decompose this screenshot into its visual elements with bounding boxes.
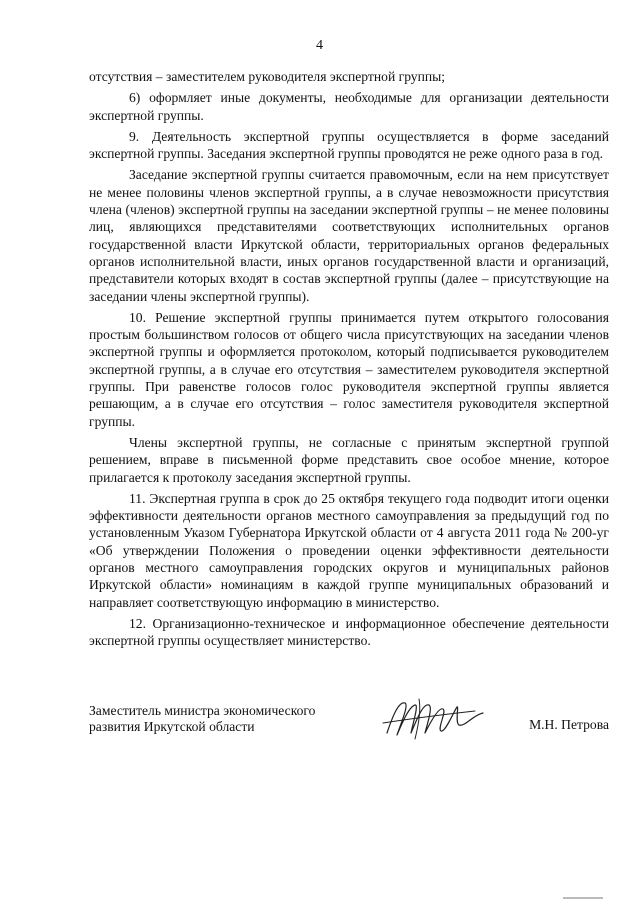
paragraph-quorum: Заседание экспертной группы считается правомочным, если на нем присутствует не менее половины членов экспертной группы, а в случае невозможности присутствия члена (членов) экспертной группы на заседании экспертной группы – не менее половины лиц, являющихся представителями соответствующих исполнительных органов государственной власти Иркутской области, территориальных органов федеральных органов исполнительной власти, иных органов государственной власти и организаций, представители которых входят в состав экспертной группы (далее – присутствующие на заседании члены экспертной группы). [89, 167, 609, 304]
paragraph-clause-9: 9. Деятельность экспертной группы осуществляется в форме заседаний экспертной группы. Заседания экспертной группы проводятся не реже одного раза в год. [89, 128, 609, 162]
paragraph-item-6: 6) оформляет иные документы, необходимые для организации деятельности экспертной группы. [89, 90, 609, 123]
paragraph-continuation: отсутствия – заместителем руководителя экспертной группы; [89, 69, 446, 84]
signature-block [89, 703, 609, 763]
paragraph-clause-10: 10. Решение экспертной группы принимается путем открытого голосования простым большинством голосов от общего числа присутствующих на заседании членов экспертной группы и оформляется протоколом, который подписывается руководителем экспертной группы, а в случае его отсутствия – заместителем руководителя экспертной группы. При равенстве голосов голос руководителя экспертной группы является решающим, а в случае его отсутствия – голос заместителя руководителя экспертной группы. [89, 309, 609, 429]
signer-name: М.Н. Петрова [529, 717, 609, 732]
paragraph-clause-12: 12. Организационно-техническое и информационное обеспечение деятельности экспертной группы осуществляет министерство. [89, 615, 609, 649]
signer-position-line-2: развития Иркутской области [89, 719, 255, 734]
paragraph-dissent: Члены экспертной группы, не согласные с принятым экспертной группой решением, вправе в письменной форме представить свое особое мнение, которое прилагается к протоколу заседания экспертной группы. [89, 434, 609, 485]
paragraph-clause-11: 11. Экспертная группа в срок до 25 октября текущего года подводит итоги оценки эффективности деятельности органов местного самоуправления за предыдущий год по установленным Указом Губернатора Иркутской области от 4 августа 2011 года № 200-уг «Об утверждении Положения о проведении оценки эффективности деятельности органов местного самоуправления городских округов и муниципальных районов Иркутской области» номинациям в каждой группе муниципальных образований и направляет соответствующую информацию в министерство. [89, 490, 609, 610]
signer-position-line-1: Заместитель министра экономического [89, 703, 316, 718]
scan-corner-mark [563, 897, 603, 899]
signer-position [89, 703, 359, 735]
document-body [89, 68, 609, 654]
page-number: 4 [316, 38, 323, 53]
handwritten-signature [379, 693, 489, 745]
